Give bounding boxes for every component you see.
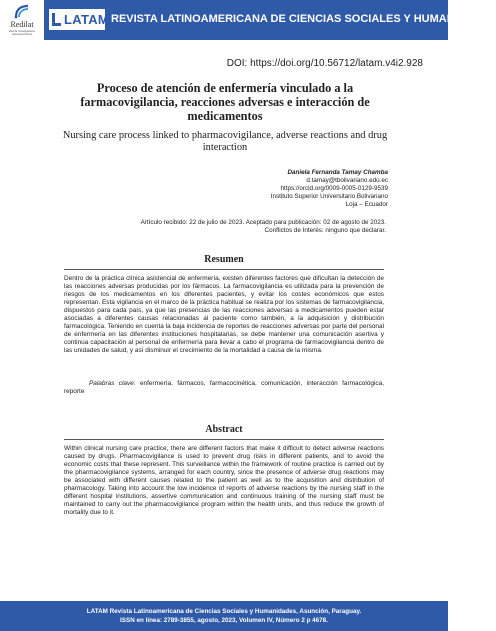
author-location: Loja – Ecuador (345, 201, 388, 208)
footer-line-1: LATAM Revista Latinoamericana de Ciencias Sociales y Humanidades, Asunción, Paraguay. (86, 608, 362, 615)
latam-logo-text: LATAM (64, 12, 110, 27)
author-institution: Instituto Superior Universitario Bolivariano (270, 193, 388, 200)
abstract-text: Within clinical nursing care practice, there are different factors that make it difficult to detect adverse reactions caused by drugs. Pharmacovigilance is used to prevent drug risks in different patients, and to avoid the economic costs that these represent. This surveillance within the framework of routine practice is carried out by the pharmacovigilance systems, arranged for each country, since the presence of adverse drug reactions may be associated with different causes related to the patient as well as to the acquisition and distribution of pharmacology. Taking into account the low incidence of reports of adverse reactions by the nursing staff in the different hospital institutions, assertive communication and continuous training of the nursing staff must be maintained to carry out the pharmacovigilance program within the health units, and thus reduce the growth of mortality due to it. (64, 445, 384, 517)
article-title-en: Nursing care process linked to pharmacovigilance, adverse reactions and drug interaction (62, 130, 388, 153)
latam-mark-icon (51, 12, 62, 27)
keywords-list: enfermería, fármacos, farmacocinética, comunicación, interacción farmacológica, reporte (64, 380, 384, 396)
abstract-divider (64, 439, 384, 440)
author-orcid[interactable]: https://orcid.org/0009-0005-0129-9539 (280, 185, 388, 192)
author-email[interactable]: d.tamay@tbolivariano.edu.ec (306, 177, 388, 184)
footer-text (0, 607, 448, 625)
keywords-label: Palabras clave: (89, 380, 136, 387)
abstract-heading: Abstract (205, 424, 243, 435)
article-title-es: Proceso de atención de enfermería vinculado a la farmacovigilancia, reacciones adversas e interacción de medicamentos (80, 81, 370, 123)
received-date: Artículo recibido: 22 de julio de 2023. Aceptado para publicación: 02 de agosto de 2023. (140, 219, 386, 226)
footer-line-2: ISSN en línea: 2789-3855, agosto, 2023, Volumen IV, Número 2 p 4678. (120, 617, 328, 624)
author-block (271, 169, 388, 209)
conflicts-statement: Conflictos de Interés: ninguno que declarar. (264, 227, 386, 234)
author-name: Daniela Fernanda Tamay Chamba (287, 169, 388, 176)
journal-banner (0, 0, 496, 40)
keywords (64, 380, 384, 396)
redilat-name: Redilat (10, 20, 34, 29)
latam-logo (49, 9, 110, 30)
resumen-heading: Resumen (204, 254, 244, 265)
resumen-text: Dentro de la práctica clínica asistencial de enfermería, existen diferentes factores que dificultan la detección de las reacciones adversas producidas por los fármacos. La farmacovigilancia es utilizada para la prevención de riesgos de los medicamentos en los diferentes pacientes, y evitar los costes económicos que estos representan. Esta vigilancia en el marco de la práctica habitual se realiza por los sistemas de farmacovigilancia, dispuestos para cada país, ya que las presencias de las reacciones adversas a medicamentos pueden estar asociadas a diferentes causas relacionadas al paciente como también, a la adquisición y distribución farmacológica. Teniendo en cuenta la baja incidencia de reportes de reacciones adversas por parte del personal de enfermería en las diferentes instituciones hospitalarias, se debe mantener una comunicación asertiva y continua capacitación al personal de enfermería para llevar a cabo el programa de farmacovigilancia dentro de las unidades de salud, y así disminuir el crecimiento de la mortalidad a causa de la misma. (64, 275, 384, 355)
redilat-logo (0, 0, 44, 40)
redilat-subtitle: Red de Investigadores Latinoamericanos (9, 30, 35, 36)
article-dates (141, 219, 386, 235)
resumen-divider (64, 269, 384, 270)
doi-link[interactable]: DOI: https://doi.org/10.56712/latam.v4i2.928 (226, 58, 423, 69)
journal-name: REVISTA LATINOAMERICANA DE CIENCIAS SOCIALES Y HUMANIDADES (111, 13, 496, 25)
redilat-mark-icon (13, 3, 31, 19)
footer-bar (0, 601, 448, 631)
